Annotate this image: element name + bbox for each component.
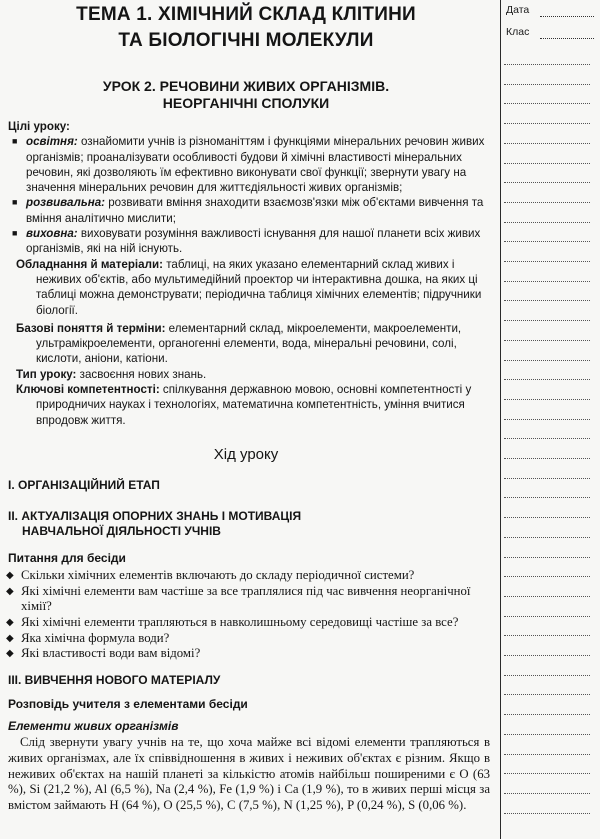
date-label: Дата [506,4,530,16]
note-line [504,360,590,361]
note-line [504,754,590,755]
goal-item: ■ розвивальна: розвивати вміння знаходити взаємозв'язки між об'єктами вивчення та вміння аналітично мислити; [12,196,484,225]
stage-1-heading: І. ОРГАНІЗАЦІЙНИЙ ЕТАП [8,477,160,492]
goal-key: освітня: [26,135,78,149]
note-line [504,576,590,577]
goal-key: виховна: [26,227,78,241]
note-line [504,123,590,124]
list-item: ◆ Яка хімічна формула води? [6,630,170,645]
note-line [504,537,590,538]
terms-label: Базові поняття й терміни: [16,321,166,335]
goals-heading: Цілі уроку: [8,120,70,133]
note-line [504,616,590,617]
goal-text: ознайомити учнів із різноманіттям і функціями мінеральних речовин живих організмів; проаналізувати особливості будови й хімічні властивості мінеральних речовин, які дозволяють їм ефективно виконувати свої функції; звернути увагу на значення мінеральних речовин для життєдіяльності живих організмів; [26,135,485,195]
type-label: Тип уроку: [16,367,77,381]
note-line [504,655,590,656]
goal-key: розвивальна: [26,196,106,210]
class-field[interactable] [506,26,529,38]
note-line [504,143,590,144]
note-line [504,675,590,676]
note-line [504,793,590,794]
list-item: ◆ Скільки хімічних елементів включають до складу періодичної системи? [6,567,415,582]
questions-list [0,568,492,662]
goal-text: розвивати вміння знаходити взаємозв'язки між об'єктами вивчення та вміння аналітично мислити; [26,196,484,225]
note-line [504,458,590,459]
class-label: Клас [506,26,530,38]
note-line [504,64,590,65]
lesson-title-line2: НЕОРГАНІЧНІ СПОЛУКИ [162,95,330,111]
competencies-section [0,382,492,428]
topic-title-line1: ТЕМА 1. ХІМІЧНИЙ СКЛАД КЛІТИНИ [76,4,416,25]
lesson-title [0,78,492,112]
story-heading: Розповідь учителя з елементами бесіди [8,697,248,712]
note-line [504,202,590,203]
topic-title-line2: ТА БІОЛОГІЧНІ МОЛЕКУЛИ [118,30,374,51]
note-line [504,300,590,301]
note-line [504,84,590,85]
list-item: ◆ Які хімічні елементи трапляються в навколишньому середовищі частіше за все? [6,615,459,630]
competencies-label: Ключові компетентності: [16,383,160,397]
topic-title [0,0,492,52]
note-line [504,222,590,223]
type-text: засвоєння нових знань. [76,367,207,381]
equipment-label: Обладнання й матеріали: [16,257,163,271]
stage-2-line1: ІІ. АКТУАЛІЗАЦІЯ ОПОРНИХ ЗНАНЬ І МОТИВАЦІЯ [8,508,302,523]
note-line [504,399,590,400]
elements-heading: Елементи живих організмів [8,719,179,734]
goal-text: виховувати розуміння важливості існування для нашої планети всіх живих організмів, які на ній існують. [26,227,481,256]
lesson-type [0,367,492,382]
note-line [504,320,590,321]
note-line [504,103,590,104]
note-line [504,714,590,715]
lesson-title-line1: УРОК 2. РЕЧОВИНИ ЖИВИХ ОРГАНІЗМІВ. [102,78,390,94]
note-line [504,734,590,735]
terms-section [0,321,492,367]
note-line [504,694,590,695]
note-line [504,379,590,380]
course-heading: Хід уроку [213,445,279,463]
note-line [504,517,590,518]
terms-text: елементарний склад, мікроелементи, макроелементи, ультрамікроелементи, органогенні елементи, вода, мінеральні речовини, солі, кислоти, аніони, катіони. [36,321,462,366]
note-line [504,340,590,341]
equipment-text: таблиці, на яких указано елементарний склад живих і неживих об'єктів, або мультимедійний проектор чи інтерактивна дошка, на яких ці таблиці можна демонструвати; періодична таблиця хімічних елементів; підручники біології. [36,257,482,317]
stage-2-heading [0,509,492,539]
goal-item: ■ освітня: ознайомити учнів із різноманіттям і функціями мінеральних речовин живих організмів; проаналізувати особливості будови й хімічні властивості мінеральних речовин, які дозволяють їм ефективно виконувати свої функції; звернути увагу на значення мінеральних речовин для життєдіяльності живих організмів; [12,135,485,195]
list-item: ◆ Які властивості води вам відомі? [6,646,201,661]
note-line [504,635,590,636]
stage-3-heading: ІІІ. ВИВЧЕННЯ НОВОГО МАТЕРІАЛУ [8,673,221,688]
competencies-text: спілкування державною мовою, основні компетентності у природничих науках і технологіях, математична компетентність, уміння вчитися впродовж життя. [36,383,472,427]
goal-item: ■ виховна: виховувати розуміння важливості існування для нашої планети всіх живих організмів, які на ній існують. [12,227,481,256]
equipment-section [0,257,492,318]
note-line [504,163,590,164]
stage-2-line2: НАВЧАЛЬНОЇ ДІЯЛЬНОСТІ УЧНІВ [22,523,221,538]
lesson-goals [0,119,492,257]
note-line [504,813,590,814]
note-line [504,773,590,774]
note-line [504,182,590,183]
notes-margin [492,0,600,839]
date-field[interactable] [506,4,529,16]
note-line [504,419,590,420]
elements-paragraph: Слід звернути увагу учнів на те, що хоча майже всі відомі елементи трапляються в живих організмах, але їх співвідношення в живих і неживих об'єктах є різним. Якщо в неживих об'єктах на нашій планеті за кількістю атомів найбільш поширеними є O (63 %), Si (21,2 %), Al (6,5 %), Na (2,4 %), Fe (1,9 %) і Ca (1,9 %), то в живих перші місця за вмістом займають H (64 %), O (25,5 %), C (7,5 %), N (1,25 %), P (0,24 %), S (0,06 %). [8,735,490,812]
note-line [504,478,590,479]
note-line [504,438,590,439]
note-line [504,596,590,597]
questions-heading: Питання для бесіди [8,550,126,565]
note-line [504,281,590,282]
note-line [504,241,590,242]
note-line [504,497,590,498]
note-line [504,261,590,262]
list-item: ◆ Які хімічні елементи вам частіше за все траплялися під час вивчення неорганічної хімії? [6,583,471,614]
note-line [504,557,590,558]
